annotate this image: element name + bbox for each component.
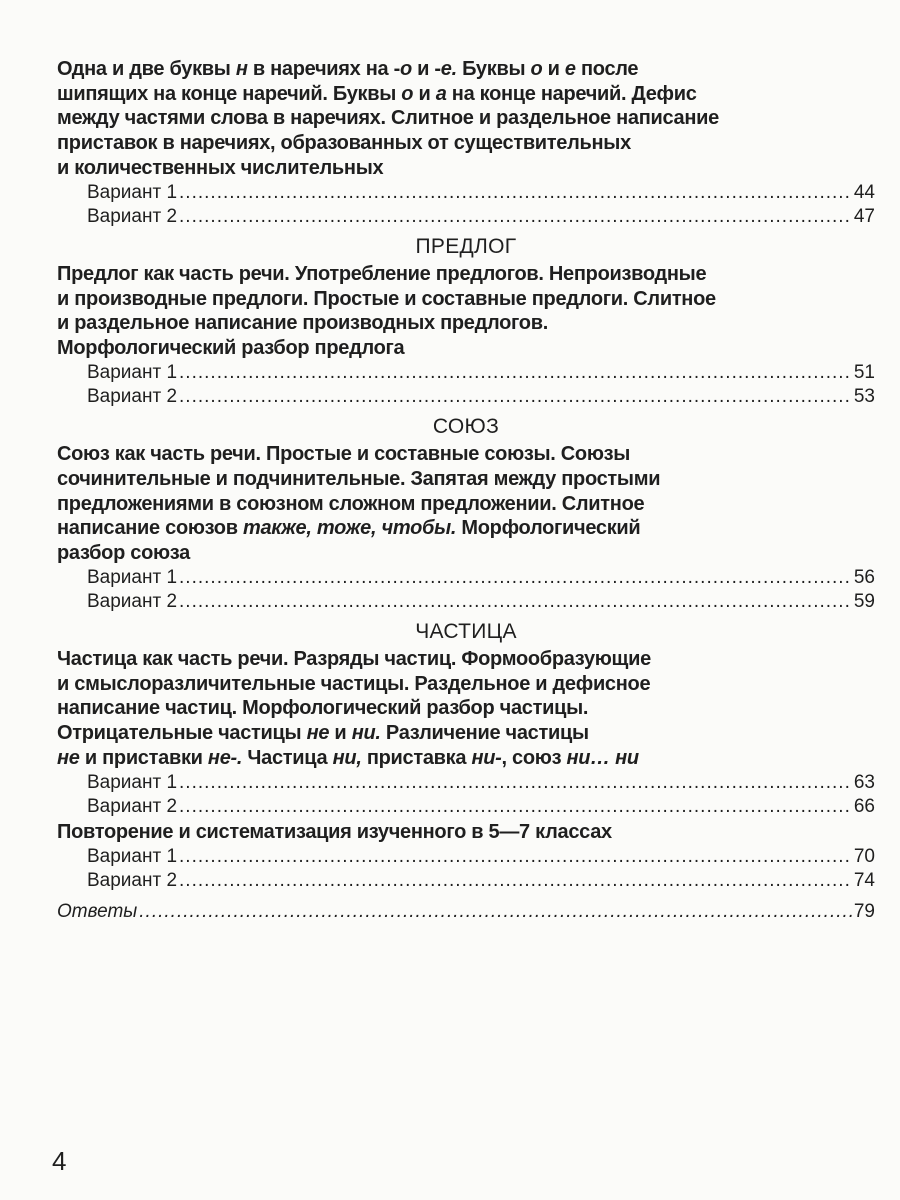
section-heading: ПРЕДЛОГ: [415, 234, 517, 258]
topic-line: [57, 287, 875, 312]
dot-leader: [179, 771, 852, 796]
topic-line: [57, 696, 875, 721]
dot-leader: [179, 590, 852, 615]
dot-leader: [179, 205, 852, 230]
topic-text: шипящих на конце наречий. Буквы: [57, 82, 402, 105]
dot-leader: [139, 900, 852, 925]
topic-line: [57, 442, 875, 467]
topic-line: [57, 541, 875, 566]
topic-line: [57, 106, 875, 131]
topic-text: Морфологический разбор предлога: [57, 337, 405, 360]
topic-line: [57, 82, 875, 107]
topic-text: , союз: [501, 746, 567, 769]
topic-line: [57, 131, 875, 156]
entry-page-number: 47: [853, 206, 875, 228]
italic-term: ни-: [471, 746, 502, 769]
dot-leader: [179, 869, 852, 894]
topic-text: Буквы: [456, 58, 531, 80]
entry-page-number: 63: [853, 771, 875, 793]
topic-line: [57, 492, 875, 517]
italic-term: а: [435, 82, 447, 105]
topic-text: Отрицательные частицы: [57, 722, 307, 745]
dot-leader: [179, 795, 852, 820]
topic-text: и -: [411, 58, 441, 80]
topic-text: в наречиях на -: [247, 58, 400, 80]
dot-leader: [179, 361, 852, 386]
topic-text: написание союзов: [57, 517, 243, 540]
italic-term: е.: [440, 58, 457, 80]
entry-label: Вариант 2: [87, 870, 178, 892]
toc-section: [57, 232, 875, 410]
entry-label: Вариант 2: [87, 796, 178, 818]
italic-term: е: [564, 58, 576, 80]
topic-text: после: [575, 58, 639, 80]
topic-line: [57, 746, 875, 771]
toc-entry[interactable]: [57, 795, 875, 820]
entry-page-number: 79: [853, 901, 875, 923]
dot-leader: [179, 566, 852, 591]
table-of-contents: [57, 57, 875, 925]
topic-text: Частица как часть речи. Разряды частиц. Формообразующие: [57, 648, 651, 671]
topic-line: [57, 467, 875, 492]
topic-text: и: [413, 82, 436, 105]
topic-text: приставка: [361, 746, 472, 769]
topic-line: [57, 721, 875, 746]
entry-label: Ответы: [57, 901, 138, 923]
toc-entry[interactable]: [57, 869, 875, 894]
entry-label: Вариант 2: [87, 206, 178, 228]
topic-line: [57, 311, 875, 336]
topic-line: [57, 156, 875, 181]
toc-entry[interactable]: [57, 361, 875, 386]
italic-term: ни.: [351, 722, 381, 745]
entry-page-number: 51: [853, 361, 875, 383]
toc-section: [57, 820, 875, 894]
italic-term: не: [57, 746, 80, 769]
toc-entry[interactable]: [57, 385, 875, 410]
page-number: 4: [52, 1146, 67, 1176]
italic-term: ни,: [332, 746, 362, 769]
toc-entry[interactable]: [57, 771, 875, 796]
toc-entry[interactable]: [57, 900, 875, 925]
italic-term: ни… ни: [566, 746, 639, 769]
toc-entry[interactable]: [57, 566, 875, 591]
entry-label: Вариант 2: [87, 386, 178, 408]
topic-text: и раздельное написание производных предлогов.: [57, 312, 548, 335]
topic-text: написание частиц. Морфологический разбор частицы.: [57, 697, 589, 720]
entry-page-number: 56: [853, 566, 875, 588]
toc-section: [57, 617, 875, 820]
topic-text: и: [542, 58, 565, 80]
italic-term: также, тоже, чтобы.: [242, 517, 457, 540]
dot-leader: [179, 385, 852, 410]
entry-label: Вариант 1: [87, 845, 178, 867]
toc-section: [57, 57, 875, 230]
topic-text: и количественных числительных: [57, 156, 384, 179]
topic-line: [57, 336, 875, 361]
entry-page-number: 59: [853, 591, 875, 613]
topic-text: Различение частицы: [380, 722, 589, 745]
entry-page-number: 70: [853, 845, 875, 867]
entry-label: Вариант 1: [87, 771, 178, 793]
topic-text: предложениями в союзном сложном предложении. Слитное: [57, 492, 645, 515]
topic-text: приставок в наречиях, образованных от существительных: [57, 132, 631, 155]
toc-entry[interactable]: [57, 590, 875, 615]
toc-section: [57, 412, 875, 615]
entry-label: Вариант 1: [87, 181, 178, 203]
topic-text: между частями слова в наречиях. Слитное и раздельное написание: [57, 107, 719, 130]
topic-text: и: [329, 722, 352, 745]
topic-text: Морфологический: [456, 517, 641, 540]
topic-line: [57, 672, 875, 697]
topic-line: [57, 262, 875, 287]
italic-term: н: [235, 58, 248, 80]
italic-term: о: [530, 58, 543, 80]
topic-text: Частица: [242, 746, 333, 769]
topic-text: на конце наречий. Дефис: [446, 82, 697, 105]
entry-label: Вариант 1: [87, 566, 178, 588]
topic-text: сочинительные и подчинительные. Запятая между простыми: [57, 467, 661, 490]
entry-page-number: 53: [853, 386, 875, 408]
italic-term: не: [306, 722, 330, 745]
topic-line: [57, 647, 875, 672]
dot-leader: [179, 845, 852, 870]
section-heading: СОЮЗ: [432, 415, 500, 439]
entry-page-number: 66: [853, 796, 875, 818]
topic-text: и смыслоразличительные частицы. Раздельное и дефисное: [57, 672, 651, 695]
topic-text: Предлог как часть речи. Употребление предлогов. Непроизводные: [57, 262, 707, 285]
topic-text: Союз как часть речи. Простые и составные союзы. Союзы: [57, 443, 631, 466]
italic-term: не-.: [207, 746, 243, 769]
toc-entry[interactable]: [57, 205, 875, 230]
topic-line: [57, 57, 875, 82]
topic-text: и приставки: [79, 746, 208, 769]
topic-text: разбор союза: [57, 541, 190, 564]
topic-text: и производные предлоги. Простые и составные предлоги. Слитное: [57, 287, 716, 310]
italic-term: о: [399, 58, 412, 80]
toc-entry[interactable]: [57, 181, 875, 206]
topic-line: [57, 516, 875, 541]
entry-label: Вариант 2: [87, 591, 178, 613]
entry-page-number: 44: [853, 181, 875, 203]
topic-text: Одна и две буквы: [57, 58, 236, 80]
topic-text: Повторение и систематизация изученного в 5—7 классах: [57, 820, 612, 843]
section-heading: ЧАСТИЦА: [415, 620, 517, 644]
topic-line: [57, 820, 875, 845]
italic-term: о: [401, 82, 414, 105]
toc-entry[interactable]: [57, 845, 875, 870]
entry-label: Вариант 1: [87, 361, 178, 383]
dot-leader: [179, 181, 852, 206]
entry-page-number: 74: [853, 870, 875, 892]
